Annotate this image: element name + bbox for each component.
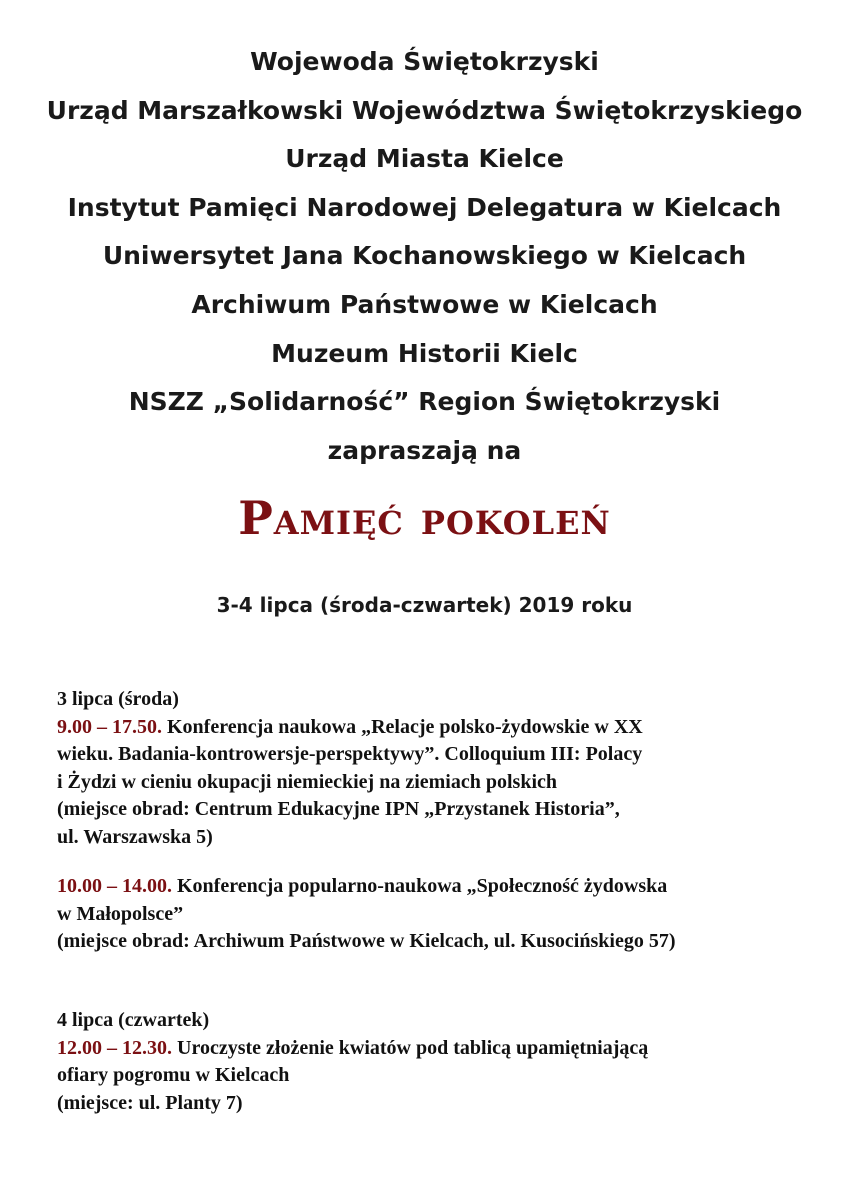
program-line (57, 1035, 837, 1063)
event-time: 12.00 – 12.30. (57, 1036, 172, 1059)
program-line (57, 873, 837, 901)
program-line: i Żydzi w cieniu okupacji niemieckiej na ziemiach polskich (57, 770, 558, 793)
program-line: wieku. Badania-kontrowersje-perspektywy”. Colloquium III: Polacy (57, 743, 643, 765)
day2-section (57, 1007, 837, 1117)
organizer-line: Muzeum Historii Kielc (271, 338, 578, 368)
event-text: Uroczyste złożenie kwiatów pod tablicą upamiętniającą (172, 1036, 649, 1059)
organizer-line: Urząd Miasta Kielce (285, 144, 564, 174)
organizer-line: NSZZ „Solidarność” Region Świętokrzyski (128, 387, 721, 417)
organizer-line: Archiwum Państwowe w Kielcach (191, 289, 658, 319)
organizer-line: Wojewoda Świętokrzyski (250, 47, 599, 76)
day-heading: 3 lipca (środa) (57, 688, 179, 710)
event-text: Konferencja popularno-naukowa „Społeczność żydowska (172, 875, 668, 897)
program-line: (miejsce obrad: Centrum Edukacyjne IPN „Przystanek Historia”, (57, 798, 620, 820)
event-title: Pamięć pokoleń (238, 491, 611, 545)
day1-section (57, 686, 837, 851)
organizer-line: Instytut Pamięci Narodowej Delegatura w Kielcach (67, 192, 782, 222)
organizer-line: Urząd Marszałkowski Województwa Świętokrzyskiego (46, 95, 803, 125)
day1-event2-section (57, 873, 837, 956)
event-text: Konferencja naukowa „Relacje polsko-żydowskie w XX (162, 715, 643, 738)
program-line: w Małopolsce” (57, 902, 184, 925)
event-time: 10.00 – 14.00. (57, 875, 172, 897)
organizers-list (0, 38, 849, 475)
day-heading: 4 lipca (czwartek) (57, 1009, 210, 1031)
invitation-line: zapraszają na (327, 435, 522, 465)
program-line: (miejsce obrad: Archiwum Państwowe w Kielcach, ul. Kusocińskiego 57) (57, 930, 676, 952)
program-line: ul. Warszawska 5) (57, 825, 213, 848)
program-line: (miejsce: ul. Planty 7) (57, 1091, 243, 1114)
event-dates: 3-4 lipca (środa-czwartek) 2019 roku (216, 593, 633, 617)
event-time: 9.00 – 17.50. (57, 715, 162, 738)
organizer-line: Uniwersytet Jana Kochanowskiego w Kielcach (102, 241, 747, 271)
program-line (57, 714, 837, 742)
program-line: ofiary pogromu w Kielcach (57, 1064, 290, 1086)
